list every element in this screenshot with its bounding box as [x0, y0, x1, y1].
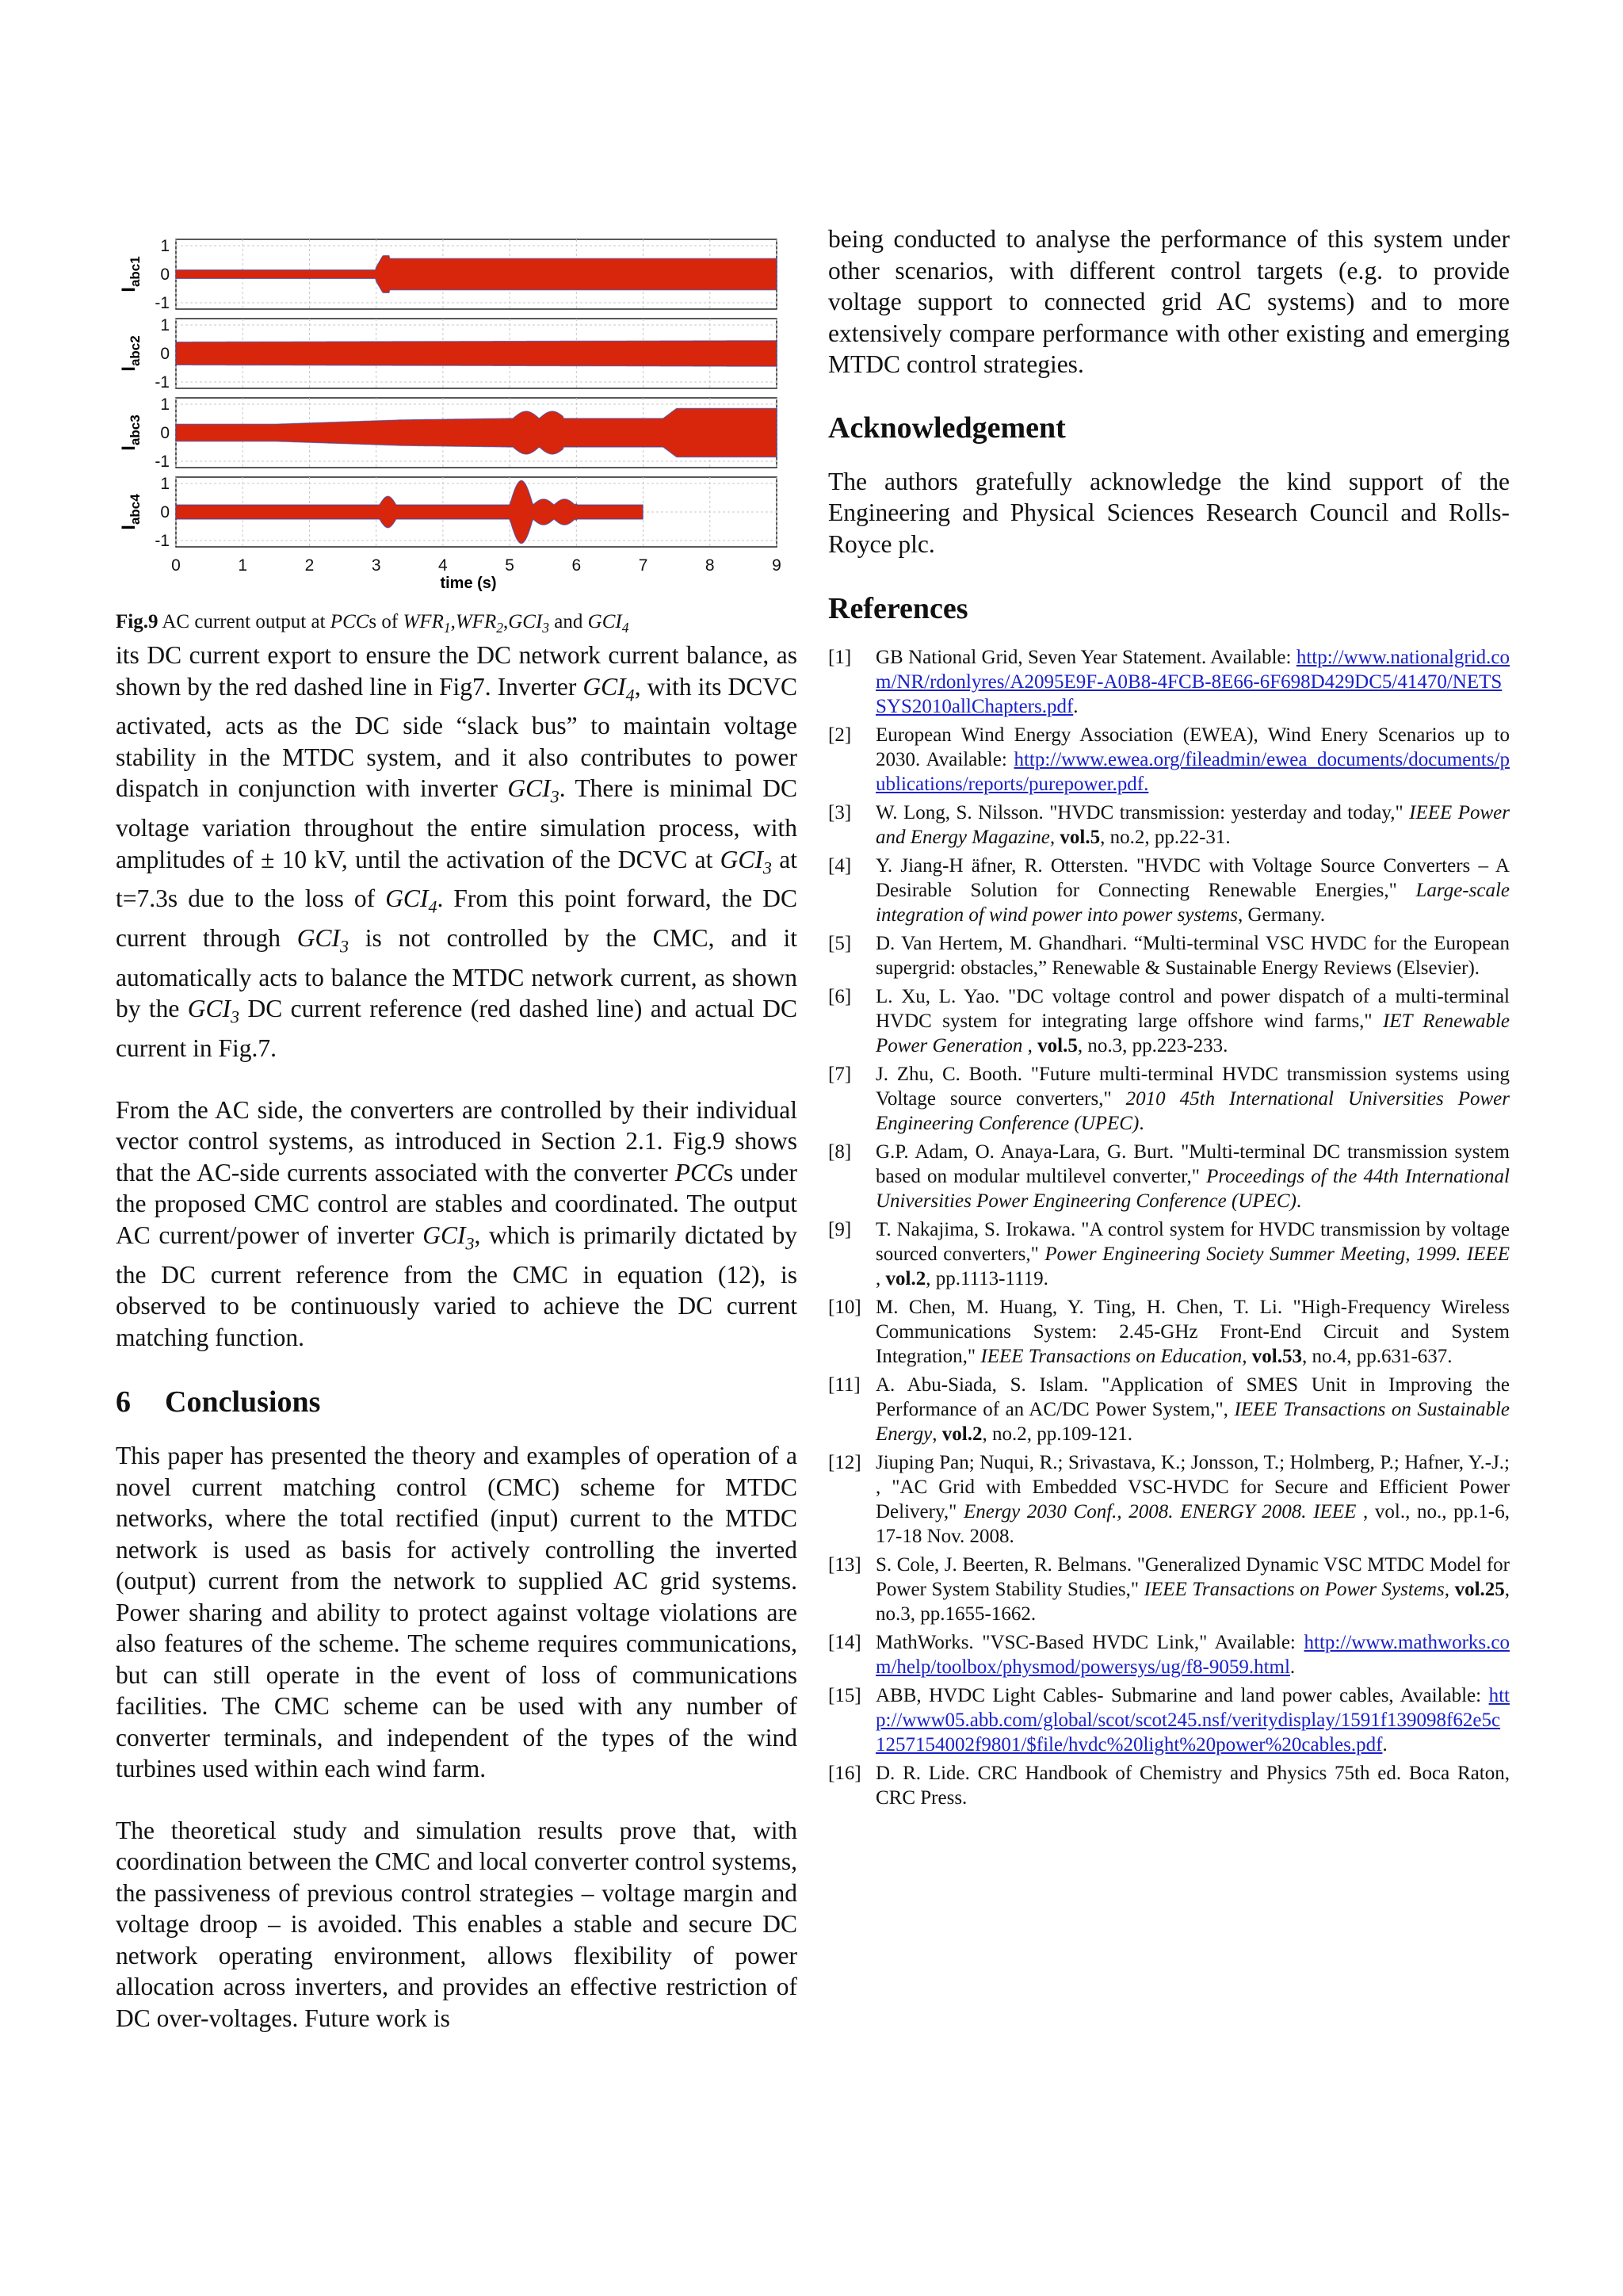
section-number: 6 — [116, 1385, 131, 1419]
reference-number: [8] — [828, 1141, 852, 1163]
reference-text: European Wind Energy Association (EWEA), Wind Enery Scenarios up to 2030. Available: http://www.ewea.org/fileadmin/ewea_documents/documents/publications/reports/purepower.pdf. — [876, 724, 1510, 795]
reference-text: W. Long, S. Nilsson. "HVDC transmission: yesterday and today," IEEE Power and Energy Magazine, vol.5, no.2, pp.22-31. — [876, 802, 1510, 848]
right-column — [828, 223, 1510, 1814]
x-tick-label: 5 — [505, 556, 514, 575]
reference-number: [16] — [828, 1763, 861, 1784]
left-paragraph-1: its DC current export to ensure the DC network current balance, as shown by the red dashed line in Fig7. Inverter $GCI_4$, with its DCVC activated, acts as the DC side “slack bus” to maintain voltage stability in the MTDC system, and it also contributes to power dispatch in conjunction with inverter $GCI_3$. There is minimal DC voltage variation throughout the entire simulation process, with amplitudes of ± 10 kV, until the activation of the DCVC at $GCI_3$ at t=7.3s due to the loss of $GCI_4$. From this point forward, the DC current through $GCI_3$ is not controlled by the CMC, and it automatically acts to balance the MTDC network current, as shown by the $GCI_3$ DC current reference (red dashed line) and actual DC current in Fig.7. — [116, 641, 798, 1063]
references-heading: References — [828, 592, 968, 625]
reference-item — [828, 1295, 1510, 1369]
x-tick-label: 6 — [571, 556, 582, 575]
y-tick-label: 1 — [160, 395, 170, 414]
reference-number: [9] — [828, 1219, 852, 1240]
reference-item — [828, 1217, 1510, 1291]
reference-number: [13] — [828, 1554, 861, 1576]
reference-text: S. Cole, J. Beerten, R. Belmans. "Generalized Dynamic VSC MTDC Model for Power System Stability Studies," IEEE Transactions on Power Systems, vol.25, no.3, pp.1655-1662. — [876, 1554, 1510, 1625]
x-tick-label: 0 — [171, 556, 181, 575]
reference-link[interactable]: http://www.mathworks.com/help/toolbox/physmod/powersys/ug/f8-9059.html — [876, 1632, 1510, 1678]
x-tick-label: 2 — [304, 556, 315, 575]
reference-text: MathWorks. "VSC-Based HVDC Link," Available: http://www.mathworks.com/help/toolbox/physmod/powersys/ug/f8-9059.html. — [876, 1632, 1510, 1678]
reference-number: [6] — [828, 986, 852, 1007]
right-paragraph-1: being conducted to analyse the performance of this system under other scenarios, with different control targets (e.g. to provide voltage support to connected grid AC systems) and to more extensively compare performance with other existing and emerging MTDC control strategies. — [828, 225, 1510, 378]
reference-item — [828, 1553, 1510, 1626]
reference-text: D. R. Lide. CRC Handbook of Chemistry and Physics 75th ed. Boca Raton, CRC Press. — [876, 1763, 1510, 1809]
references-list — [828, 645, 1510, 1810]
reference-number: [4] — [828, 855, 852, 877]
series-trace — [176, 341, 777, 366]
x-tick-label: 4 — [438, 556, 448, 575]
reference-item — [828, 1062, 1510, 1136]
section-heading-conclusions — [116, 1385, 797, 1419]
reference-link[interactable]: http://www.ewea.org/fileadmin/ewea_documents/documents/publications/reports/purepower.pdf. — [876, 749, 1510, 795]
y-tick-label: -1 — [155, 373, 170, 392]
reference-text: GB National Grid, Seven Year Statement. Available: http://www.nationalgrid.com/NR/rdonlyres/A2095E9F-A0B8-4FCB-8E66-6F698D429DC5/41470/NETSSYS2010allChapters.pdf. — [876, 647, 1510, 717]
reference-item — [828, 1630, 1510, 1679]
reference-link[interactable]: http://www.nationalgrid.com/NR/rdonlyres/A2095E9F-A0B8-4FCB-8E66-6F698D429DC5/41470/NETSSYS2010allChapters.pdf — [876, 647, 1510, 717]
reference-number: [14] — [828, 1632, 861, 1653]
reference-item — [828, 800, 1510, 850]
reference-item — [828, 984, 1510, 1058]
left-paragraph-3: This paper has presented the theory and examples of operation of a novel current matching control (CMC) scheme for MTDC networks, where the total rectified (input) current to the MTDC network is used as basis for actively controlling the inverted (output) current from the network to supplied AC grid systems. Power sharing and ability to protect against voltage violations are also features of the scheme. The scheme requires communications, but can still operate in the event of loss of communications facilities. The CMC scheme can be used with any number of converter terminals, and independent of the types of the wind turbines used within each wind farm. — [116, 1442, 797, 1783]
figure-9-plot — [116, 230, 797, 610]
y-axis-label: $I_{abc4}$ — [118, 494, 143, 530]
x-tick-label: 8 — [705, 556, 715, 575]
reference-item — [828, 1140, 1510, 1213]
x-tick-label: 1 — [238, 556, 248, 575]
reference-number: [10] — [828, 1297, 861, 1318]
acknowledgement-text: The authors gratefully acknowledge the kind support of the Engineering and Physical Sciences Research Council and Rolls-Royce plc. — [828, 467, 1510, 558]
y-tick-label: 0 — [160, 266, 170, 284]
left-paragraph-2: From the AC side, the converters are controlled by their individual vector control systems, as introduced in Section 2.1. Fig.9 shows that the AC-side currents associated with the converter PCCs under the proposed CMC control are stables and coordinated. The output AC current/power of inverter $GCI_3$, which is primarily dictated by the DC current reference from the CMC in equation (12), is observed to be continuously varied to achieve the DC current matching function. — [116, 1095, 798, 1351]
reference-text: T. Nakajima, S. Irokawa. "A control system for HVDC transmission by voltage sourced converters," Power Engineering Society Summer Meeting, 1999. IEEE , vol.2, pp.1113-1119. — [876, 1219, 1510, 1289]
x-axis-label: time (s) — [440, 575, 497, 592]
reference-text: Y. Jiang-H äfner, R. Ottersten. "HVDC with Voltage Source Converters – A Desirable Solution for Connecting Renewable Energies," Large-scale integration of wind power into power systems, Germany. — [876, 855, 1510, 926]
figure-caption — [116, 610, 797, 640]
reference-text: G.P. Adam, O. Anaya-Lara, G. Burt. "Multi-terminal DC transmission system based on modular multilevel converter," Proceedings of the 44th International Universities Power Engineering Conference (UPEC). — [876, 1141, 1510, 1212]
reference-item — [828, 645, 1510, 719]
section-title: Conclusions — [165, 1385, 321, 1419]
left-paragraph-4: The theoretical study and simulation results prove that, with coordination between the CMC and local converter control systems, the passiveness of previous control strategies – voltage margin and voltage droop – is avoided. This enables a stable and secure DC network operating environment, allows flexibility of power allocation across inverters, and provides an effective restriction of DC over-voltages. Future work is — [116, 1816, 797, 2032]
y-tick-label: 0 — [160, 503, 170, 521]
reference-item — [828, 1683, 1510, 1757]
y-axis-label: $I_{abc1}$ — [118, 256, 143, 292]
acknowledgement-heading: Acknowledgement — [828, 411, 1066, 445]
caption-text: AC current output at PCCs of $WFR_1,WFR_2,GCI_3$ and $GCI_4$ — [162, 611, 629, 636]
y-tick-label: 0 — [160, 424, 170, 442]
reference-text: J. Zhu, C. Booth. "Future multi-terminal HVDC transmission systems using Voltage source converters," 2010 45th International Universities Power Engineering Conference (UPEC). — [876, 1064, 1510, 1134]
y-tick-label: -1 — [155, 453, 170, 471]
y-tick-label: 1 — [160, 475, 170, 493]
reference-item — [828, 1373, 1510, 1446]
reference-item — [828, 1450, 1510, 1549]
y-tick-label: 0 — [160, 345, 170, 363]
figure-9 — [116, 230, 797, 610]
reference-number: [5] — [828, 933, 852, 954]
y-tick-label: 1 — [160, 316, 170, 334]
x-tick-label: 9 — [772, 556, 781, 575]
reference-number: [12] — [828, 1452, 861, 1473]
reference-number: [3] — [828, 802, 852, 823]
reference-number: [11] — [828, 1374, 861, 1396]
x-tick-label: 7 — [638, 556, 648, 575]
reference-item — [828, 723, 1510, 797]
reference-text: D. Van Hertem, M. Ghandhari. “Multi-terminal VSC HVDC for the European supergrid: obstacles,” Renewable & Sustainable Energy Reviews (Elsevier). — [876, 933, 1510, 979]
reference-item — [828, 931, 1510, 980]
reference-number: [2] — [828, 724, 852, 746]
reference-text: L. Xu, L. Yao. "DC voltage control and power dispatch of a multi-terminal HVDC system for integrating large offshore wind farms," IET Renewable Power Generation , vol.5, no.3, pp.223-233. — [876, 986, 1510, 1056]
y-tick-label: -1 — [155, 532, 170, 550]
y-axis-label: $I_{abc2}$ — [118, 335, 143, 372]
y-tick-label: -1 — [155, 294, 170, 312]
left-column — [116, 230, 797, 2034]
reference-text: ABB, HVDC Light Cables- Submarine and land power cables, Available: http://www05.abb.com/global/scot/scot245.nsf/veritydisplay/1591f139098f62e5c1257154002f9801/$file/hvdc%20light%20power%20cables.pdf. — [876, 1685, 1510, 1755]
reference-number: [15] — [828, 1685, 861, 1706]
y-axis-label: $I_{abc3}$ — [118, 415, 143, 451]
reference-text: A. Abu-Siada, S. Islam. "Application of SMES Unit in Improving the Performance of an AC/DC Power System,", IEEE Transactions on Sustainable Energy, vol.2, no.2, pp.109-121. — [876, 1374, 1510, 1445]
caption-label: Fig.9 — [116, 611, 158, 632]
reference-link[interactable]: http://www05.abb.com/global/scot/scot245.nsf/veritydisplay/1591f139098f62e5c1257154002f9801/$file/hvdc%20light%20power%20cables.pdf — [876, 1685, 1510, 1755]
reference-item — [828, 854, 1510, 927]
reference-number: [1] — [828, 647, 852, 668]
y-tick-label: 1 — [160, 237, 170, 255]
reference-text: M. Chen, M. Huang, Y. Ting, H. Chen, T. Li. "High-Frequency Wireless Communications System: 2.45-GHz Front-End Circuit and System Integration," IEEE Transactions on Education, vol.53, no.4, pp.631-637. — [876, 1297, 1510, 1367]
reference-number: [7] — [828, 1064, 852, 1085]
x-tick-label: 3 — [371, 556, 381, 575]
reference-text: Jiuping Pan; Nuqui, R.; Srivastava, K.; Jonsson, T.; Holmberg, P.; Hafner, Y.-J.; , "AC Grid with Embedded VSC-HVDC for Secure and Efficient Power Delivery," Energy 2030 Conf., 2008. ENERGY 2008. IEEE , vol., no., pp.1-6, 17-18 Nov. 2008. — [876, 1452, 1510, 1547]
reference-item — [828, 1761, 1510, 1810]
